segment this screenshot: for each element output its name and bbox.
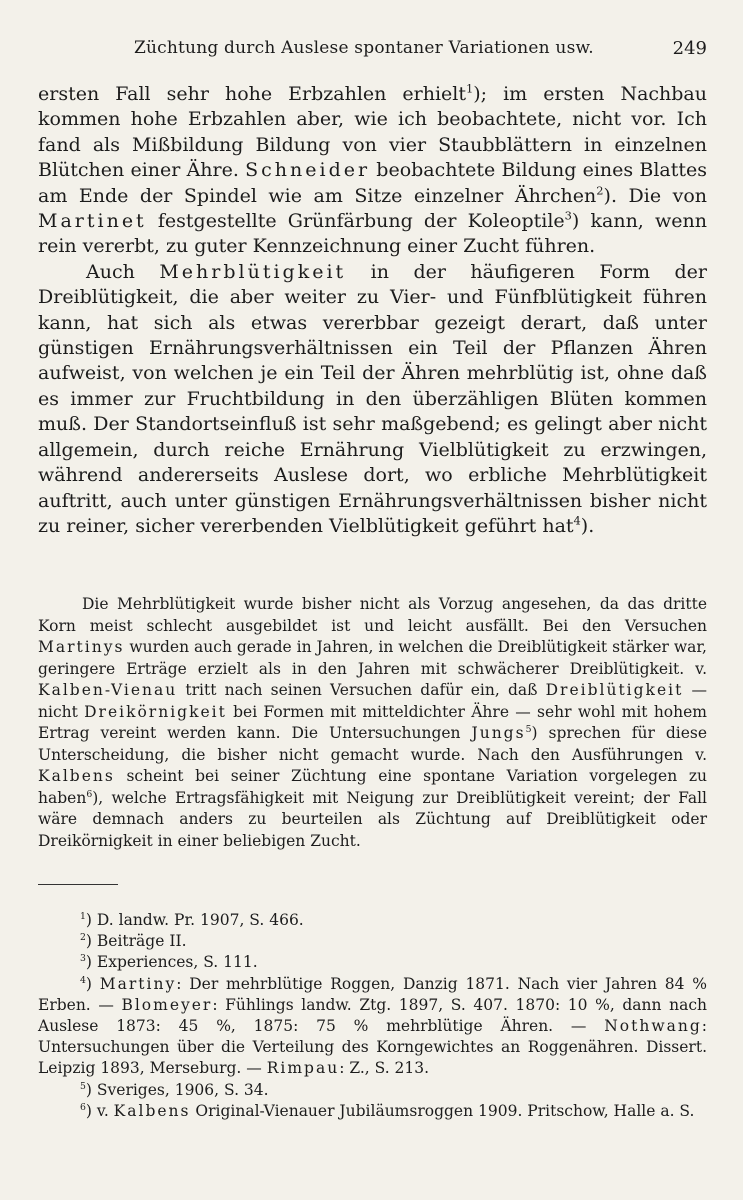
footnotes	[38, 910, 707, 1122]
footnote-ref-4: 4	[573, 513, 581, 528]
footnote-5: $^5$) Sveriges, 1906, S. 34.	[80, 1080, 269, 1099]
main-text	[38, 82, 707, 539]
footnote-ref-3: 3	[564, 208, 572, 223]
running-title: Züchtung durch Auslese spontaner Variationen usw.	[134, 38, 594, 58]
footnote-ref-6: 6	[86, 788, 93, 800]
author-name-schneider: Schneider	[245, 159, 371, 182]
footnote-2: $^2$) Beiträge II.	[80, 932, 187, 951]
author-name-martinet: Martinet	[38, 210, 147, 233]
author-name-martiny: Martiny	[99, 974, 177, 993]
term-dreibluetigkeit: Dreiblütigkeit	[545, 681, 684, 699]
footnote-6: $^6$) v. Kalbens Original-Vienauer Jubiläumsroggen 1909. Pritschow, Halle a. S.	[80, 1101, 695, 1120]
footnote-4: $^4$) Martiny: Der mehrblütige Roggen, Danzig 1871. Nach vier Jahren 84 % Erben. — Blomeyer: Fühlings landw. Ztg. 1897, S. 407. 1870: 10 %, dann nach Auslese 1873: 45 %, 1875: 75 % mehrblütige Ähren. — Nothwang: Untersuchungen über die Verteilung des Korngewichtes an Roggenähren. Dissert. Leipzig 1893, Merseburg. — Rimpau: Z., S. 213.	[38, 974, 707, 1078]
running-head	[38, 38, 707, 68]
author-name-kalbens: Kalbens	[38, 767, 115, 785]
author-name-blomeyer: Blomeyer	[121, 995, 213, 1014]
page-number: 249	[672, 38, 707, 59]
author-name-nothwang: Nothwang	[604, 1017, 702, 1036]
footnote-ref-1: 1	[466, 81, 474, 96]
footnote-3: $^3$) Experiences, S. 111.	[80, 953, 258, 972]
author-name-rimpau: Rimpau	[266, 1059, 340, 1078]
footnote-divider	[38, 884, 118, 885]
paragraph-mehrbluetigkeit: Auch Mehrblütigkeit in der häufigeren Form der Dreiblütigkeit, die aber weiter zu Vier- und Fünfblütigkeit führen kann, hat sich als etwas vererbbar gezeigt derart, daß unter günstigen Ernährungsverhältnissen ein Teil der Pflanzen Ähren aufweist, von welchen je ein Teil der Ähren mehrblütig ist, ohne daß es immer zur Fruchtbildung in den überzähligen Blüten kommen muß. Der Standortseinfluß ist sehr maßgebend; es gelingt aber nicht allgemein, durch reiche Ernährung Vielblütigkeit zu erzwingen, während andererseits Auslese dort, wo erbliche Mehrblütigkeit auftritt, auch unter günstigen Ernährungsverhältnissen bisher nicht zu reiner, sicher vererbenden Vielblütigkeit geführt hat$^4$).	[38, 260, 707, 537]
author-name-kalbens-fn: Kalbens	[113, 1101, 191, 1120]
paragraph-continued: ersten Fall sehr hohe Erbzahlen erhielt$^1$); im ersten Nachbau kommen hohe Erbzahlen aber, wie ich beobachtete, nicht vor. Ich fand als Mißbildung Bildung von vier Staubblättern in einzelnen Blütchen einer Ähre. Schneider beobachtete Bildung eines Blattes am Ende der Spindel wie am Sitze einzelner Ährchen$^2$). Die von Martinet festgestellte Grünfärbung der Koleoptile$^3$) kann, wenn rein vererbt, zu guter Kennzeichnung einer Zucht führen.	[38, 81, 707, 258]
footnote-1: $^1$) D. landw. Pr. 1907, S. 466.	[80, 910, 304, 929]
author-name-jungs: Jungs	[471, 724, 526, 742]
footnote-ref-5: 5	[525, 723, 532, 735]
footnote-ref-2: 2	[596, 183, 604, 198]
author-name-martinys: Martinys	[38, 638, 125, 656]
term-dreikoernigkeit: Dreikörnigkeit	[84, 702, 227, 721]
author-name-kalben-vienau: Kalben-Vienau	[38, 681, 178, 699]
term-mehrbluetigkeit: Mehrblütigkeit	[159, 260, 347, 283]
small-print-note: Die Mehrblütigkeit wurde bisher nicht als Vorzug angesehen, da das dritte Korn meist schlecht ausgebildet ist und leicht ausfällt. Bei den Versuchen Martinys wurden auch gerade in Jahren, in welchen die Dreiblütigkeit stärker war, geringere Erträge erzielt als in den Jahren mit schwächerer Dreiblütigkeit. v. Kalben-Vienau tritt nach seinen Versuchen dafür ein, daß Dreiblütigkeit — nicht Dreikörnigkeit bei Formen mit mitteldichter Ähre — sehr wohl mit hohem Ertrag vereint werden kann. Die Untersuchungen Jungs$^5$) sprechen für diese Unterscheidung, die bisher nicht gemacht wurde. Nach den Ausführungen v. Kalbens scheint bei seiner Züchtung eine spontane Variation vorgelegen zu haben$^6$), welche Ertragsfähigkeit mit Neigung zur Dreiblütigkeit vereint; der Fall wäre demnach anders zu beurteilen als Züchtung auf Dreiblütigkeit oder Dreikörnigkeit in einer beliebigen Zucht.	[38, 595, 708, 850]
